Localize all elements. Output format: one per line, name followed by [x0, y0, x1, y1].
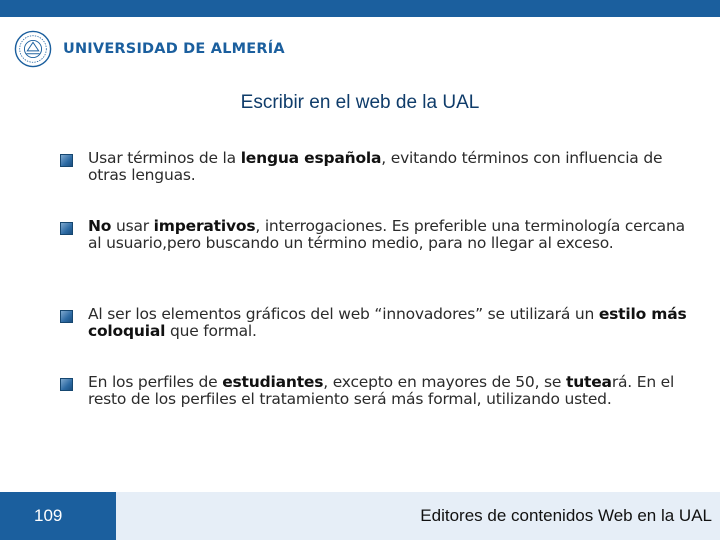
bullet-segment-bold: No [88, 217, 112, 235]
bullet-square-icon [60, 310, 73, 323]
bullet-segment-bold: lengua española [240, 149, 382, 167]
bullet-segment: Al ser los elementos gráficos del web “innovadores” se utilizará un [88, 305, 599, 323]
university-name: UNIVERSIDAD DE ALMERÍA [63, 41, 285, 57]
footer-page-box [0, 492, 116, 540]
bullet-segment: , evitando términos con influencia de otras lenguas. [88, 149, 663, 184]
footer-caption: Editores de contenidos Web en la UAL [420, 506, 712, 525]
bullet-square-icon [60, 154, 73, 167]
bullet-segment: usar [111, 217, 154, 235]
bullet-segment-bold: imperativos [153, 217, 256, 235]
bullet-segment: rá. En el resto de los perfiles el tratamiento será más formal, utilizando usted. [88, 373, 675, 408]
bullet-segment: Usar términos de la [88, 149, 241, 167]
bullet-segment: , interrogaciones. Es preferible una terminología cercana al usuario,pero buscando un término medio, para no llegar al exceso. [88, 217, 685, 252]
bullet-text [88, 306, 688, 340]
bullet-text [88, 150, 688, 184]
bullet-square-icon [60, 378, 73, 391]
bullet-segment: , excepto en mayores de 50, se [323, 373, 566, 391]
slide-title: Escribir en el web de la UAL [240, 92, 480, 113]
footer-caption-box [116, 492, 720, 540]
bullet-segment-bold: estilo más coloquial [88, 305, 687, 340]
bullet-segment: que formal. [165, 322, 257, 340]
top-bar [0, 0, 720, 17]
university-seal-icon [14, 30, 52, 68]
page-number: 109 [34, 506, 63, 525]
bullet-text [88, 374, 688, 408]
bullet-square-icon [60, 222, 73, 235]
bullet-segment-bold: estudiantes [222, 373, 324, 391]
bullet-segment: En los perfiles de [88, 373, 223, 391]
bullet-segment-bold: tutea [565, 373, 612, 391]
bullet-text [88, 218, 688, 252]
